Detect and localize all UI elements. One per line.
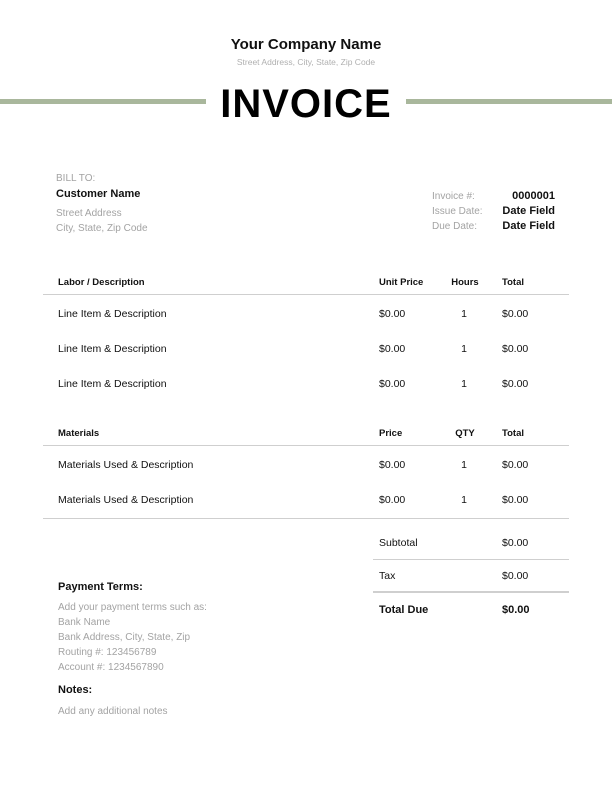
due-date-value: Date Field (502, 220, 555, 232)
labor-header-divider (43, 294, 569, 295)
materials-header-price: Price (379, 428, 403, 439)
row-total: $0.00 (502, 459, 529, 471)
notes-heading: Notes: (58, 684, 93, 696)
payment-terms-heading: Payment Terms: (58, 581, 143, 593)
payment-terms-line: Add your payment terms such as: (58, 602, 207, 613)
total-due-value: $0.00 (502, 604, 530, 616)
bill-to-label: BILL TO: (56, 173, 96, 184)
payment-terms-line: Routing #: 123456789 (58, 647, 157, 658)
materials-header-description: Materials (58, 428, 100, 439)
accent-rule-left (0, 99, 206, 104)
row-quantity: 1 (461, 378, 467, 390)
row-price: $0.00 (379, 308, 406, 320)
row-quantity: 1 (461, 494, 467, 506)
labor-header-total: Total (502, 277, 524, 288)
materials-header-qty: QTY (455, 428, 475, 439)
due-date-label: Due Date: (432, 221, 478, 232)
row-description: Materials Used & Description (58, 459, 194, 471)
payment-terms-line: Bank Address, City, State, Zip (58, 632, 191, 643)
labor-header-description: Labor / Description (58, 277, 145, 288)
tax-divider (373, 591, 569, 593)
payment-terms-line: Bank Name (58, 617, 111, 628)
row-total: $0.00 (502, 343, 529, 355)
accent-rule-right (406, 99, 612, 104)
row-total: $0.00 (502, 494, 529, 506)
invoice-number-value: 0000001 (512, 190, 555, 202)
issue-date-value: Date Field (502, 205, 555, 217)
customer-street: Street Address (56, 208, 122, 219)
subtotal-value: $0.00 (502, 537, 529, 549)
labor-header-hours: Hours (451, 277, 479, 288)
company-name: Your Company Name (230, 36, 382, 53)
tax-value: $0.00 (502, 570, 529, 582)
tax-label: Tax (379, 570, 396, 582)
payment-terms-line: Account #: 1234567890 (58, 662, 164, 673)
customer-name: Customer Name (56, 188, 141, 200)
row-quantity: 1 (461, 308, 467, 320)
materials-header-divider (43, 445, 569, 446)
issue-date-label: Issue Date: (432, 206, 483, 217)
row-price: $0.00 (379, 459, 406, 471)
materials-header-total: Total (502, 428, 524, 439)
total-due-label: Total Due (379, 604, 429, 616)
labor-header-unit-price: Unit Price (379, 277, 424, 288)
row-price: $0.00 (379, 378, 406, 390)
row-description: Line Item & Description (58, 343, 167, 355)
invoice-title: INVOICE (220, 82, 392, 126)
notes-text: Add any additional notes (58, 706, 168, 717)
invoice-number-label: Invoice #: (432, 191, 475, 202)
row-quantity: 1 (461, 459, 467, 471)
row-price: $0.00 (379, 343, 406, 355)
subtotal-divider (373, 559, 569, 560)
row-description: Line Item & Description (58, 308, 167, 320)
row-description: Materials Used & Description (58, 494, 194, 506)
company-address: Street Address, City, State, Zip Code (236, 57, 376, 67)
subtotal-label: Subtotal (379, 537, 418, 549)
row-quantity: 1 (461, 343, 467, 355)
customer-city-line: City, State, Zip Code (56, 223, 148, 234)
row-price: $0.00 (379, 494, 406, 506)
row-description: Line Item & Description (58, 378, 167, 390)
row-total: $0.00 (502, 308, 529, 320)
row-total: $0.00 (502, 378, 529, 390)
materials-bottom-divider (43, 518, 569, 519)
